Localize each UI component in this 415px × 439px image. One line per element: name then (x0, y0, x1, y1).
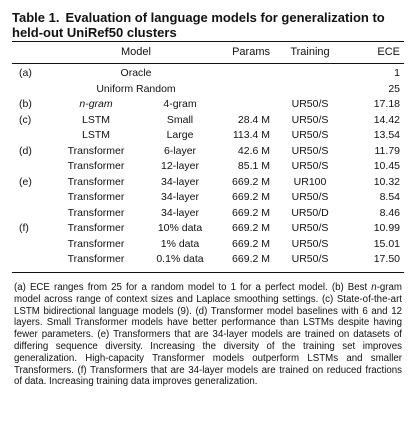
header-rule (12, 63, 404, 64)
header-params: Params (232, 46, 270, 58)
cell-training: UR50/S (291, 129, 329, 141)
table-row (0, 67, 415, 80)
cell-ece: 17.18 (373, 98, 400, 110)
caption-text-b: -gram model across range of context sizes and Laplace smoothing settings. (c) State-of-the-art LSTM bidirectional language models (9). (d) Transformer model baselines with 6 and 12 layers. Small Transformer models have better performance than LSTMs despite having fewer parameters. (e) Transformers that are 34-layer models are trained on datasets of differing sequence diversity. Increasing the diversity of the training set improves generalization. High-capacity Transformer models outperform LSTMs and smaller Transformers. (f) Transformers that are 34-layer models are trained on reduced fractions of data. Increasing training data improves generalization. (14, 282, 402, 388)
cell-training: UR50/D (291, 206, 329, 219)
table-title-text: Evaluation of language models for generalization to held-out UniRef50 clusters (12, 10, 385, 40)
cell-params: 669.2 M (232, 237, 270, 250)
table-row (0, 176, 415, 189)
caption-text-a: (a) ECE ranges from 25 for a random model to 1 for a perfect model. (b) Best (14, 282, 372, 293)
cell-model: Transformer (67, 175, 125, 188)
cell-params: 669.2 M (232, 222, 270, 234)
cell-params: 42.6 M (237, 144, 270, 157)
table-row (0, 114, 415, 127)
table-row (0, 129, 415, 142)
table-row (0, 253, 415, 266)
table-caption (14, 282, 402, 388)
cell-training: UR100 (293, 175, 327, 188)
cell-ece: 14.42 (373, 113, 400, 126)
cell-params: 669.2 M (232, 175, 270, 188)
cell-ece: 10.32 (373, 175, 400, 188)
cell-model: Transformer (67, 144, 125, 157)
cell-training: UR50/S (291, 144, 329, 157)
cell-variant: 34-layer (161, 206, 199, 219)
table-row (0, 191, 415, 204)
table-row (0, 222, 415, 235)
cell-ece: 15.01 (373, 237, 400, 250)
cell-variant: 10% data (157, 222, 203, 234)
caption-ngram-italic: n (371, 282, 377, 293)
cell-variant: 4-gram (163, 98, 197, 110)
cell-ece: 8.54 (379, 191, 400, 203)
cell-training: UR50/S (291, 98, 329, 110)
row-label: (e) (19, 175, 32, 188)
cell-model: Uniform Random (96, 82, 176, 95)
cell-training: UR50/S (291, 253, 329, 265)
cell-params: 85.1 M (237, 160, 270, 172)
cell-params: 669.2 M (232, 206, 270, 219)
header-model: Model (121, 46, 151, 58)
cell-variant: Small (166, 113, 194, 126)
cell-ece: 17.50 (373, 253, 400, 265)
cell-model: Transformer (67, 191, 125, 203)
cell-ece: 1 (394, 67, 400, 79)
cell-params: 669.2 M (232, 191, 270, 203)
header-training: Training (290, 46, 330, 58)
cell-variant: 0.1% data (156, 253, 204, 265)
cell-model: LSTM (81, 113, 110, 126)
row-label: (d) (19, 144, 32, 157)
cell-ece: 10.45 (373, 160, 400, 172)
cell-variant: 34-layer (161, 175, 199, 188)
table-row (0, 160, 415, 173)
row-label: (a) (19, 67, 32, 79)
cell-model: Transformer (67, 237, 125, 250)
cell-params: 113.4 M (232, 129, 270, 141)
row-label: (f) (19, 222, 29, 234)
table-row (0, 238, 415, 251)
cell-ece: 25 (388, 82, 400, 95)
top-rule (12, 41, 404, 42)
bottom-rule (12, 272, 404, 273)
cell-model: n-gram (79, 98, 113, 110)
cell-variant: 1% data (160, 237, 200, 250)
cell-model: Transformer (67, 160, 125, 172)
cell-params: 669.2 M (232, 253, 270, 265)
table-number: Table 1. (12, 10, 60, 25)
cell-model: Transformer (67, 253, 125, 265)
cell-model: Oracle (120, 67, 152, 79)
cell-variant: 12-layer (161, 160, 199, 172)
table-row (0, 98, 415, 111)
row-label: (c) (19, 113, 32, 126)
row-label: (b) (19, 98, 32, 110)
table-row (0, 83, 415, 96)
cell-training: UR50/S (291, 237, 329, 250)
cell-model: Transformer (67, 222, 125, 234)
cell-ece: 11.79 (374, 144, 400, 157)
cell-ece: 8.46 (379, 206, 400, 219)
cell-training: UR50/S (291, 160, 329, 172)
table-row (0, 145, 415, 158)
cell-ece: 13.54 (373, 129, 400, 141)
cell-params: 28.4 M (237, 113, 270, 126)
cell-model: LSTM (81, 129, 110, 141)
cell-model: Transformer (67, 206, 125, 219)
cell-ece: 10.99 (373, 222, 400, 234)
cell-variant: 6-layer (163, 144, 197, 157)
cell-training: UR50/S (291, 191, 329, 203)
header-ece: ECE (377, 46, 400, 58)
cell-variant: 34-layer (161, 191, 199, 203)
cell-training: UR50/S (291, 113, 329, 126)
table-title (12, 10, 407, 40)
cell-variant: Large (166, 129, 194, 141)
table-row (0, 207, 415, 220)
cell-training: UR50/S (291, 222, 329, 234)
